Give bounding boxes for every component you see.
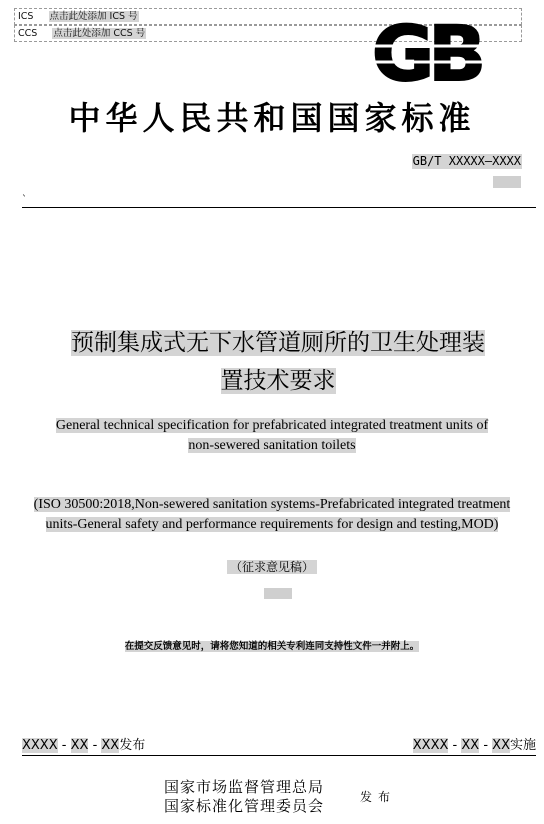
issuers-issue-word: 发布	[360, 790, 397, 804]
issuer-sac: 国家标准化管理委员会	[164, 797, 325, 815]
impl-suffix: 实施	[509, 738, 536, 753]
issue-suffix: 发布	[119, 738, 146, 753]
iso-reference-line2: units-General safety and performance requirements for design and testing,MOD)	[45, 517, 499, 532]
issue-year[interactable]: XXXX	[22, 738, 58, 753]
iso-reference	[10, 495, 534, 535]
chinese-title	[20, 324, 536, 400]
draft-completion-placeholder[interactable]	[264, 588, 292, 599]
issue-month[interactable]: XX	[70, 738, 89, 753]
patent-notice-text: 在提交反馈意见时，请将您知道的相关专利连同支持性文件一并附上。	[124, 641, 420, 652]
iso-reference-line1: (ISO 30500:2018,Non-sewered sanitation systems-Prefabricated integrated treatment	[33, 497, 511, 512]
footer-rule	[22, 755, 536, 756]
gb-logo-text: GB	[371, 12, 481, 90]
date-separator: -	[483, 738, 489, 753]
impl-month[interactable]: XX	[461, 738, 480, 753]
chinese-title-line1: 预制集成式无下水管道厕所的卫生处理装	[71, 330, 485, 356]
english-title-line2: non-sewered sanitation toilets	[188, 438, 356, 453]
standard-category-title: 中华人民共和国国家标准	[68, 99, 476, 137]
header-rule	[22, 207, 536, 208]
issuer-samr: 国家市场监督管理总局	[164, 778, 325, 796]
ccs-label: CCS	[18, 28, 38, 39]
impl-day[interactable]: XX	[492, 738, 510, 753]
ics-label: ICS	[18, 11, 34, 22]
chinese-title-line2: 置技术要求	[220, 368, 336, 394]
issue-day[interactable]: XX	[101, 738, 120, 753]
english-title	[10, 416, 534, 456]
issue-date	[22, 738, 145, 754]
ics-hint[interactable]: 点击此处添加 ICS 号	[49, 11, 138, 22]
rule-tick-mark: ˋ	[22, 195, 27, 206]
english-title-line1: General technical specification for prefabricated integrated treatment units of	[55, 418, 489, 433]
draft-label-text: （征求意见稿）	[227, 560, 317, 574]
gb-logo	[362, 12, 490, 90]
implementation-date	[413, 738, 536, 754]
date-separator: -	[92, 738, 98, 753]
impl-year[interactable]: XXXX	[412, 738, 449, 753]
date-separator: -	[61, 738, 67, 753]
ccs-hint[interactable]: 点击此处添加 CCS 号	[53, 28, 146, 39]
patent-notice	[0, 638, 544, 652]
standard-number[interactable]: GB/T XXXXX—XXXX	[412, 154, 521, 168]
date-separator: -	[452, 738, 458, 753]
replace-number-placeholder[interactable]	[493, 176, 521, 188]
draft-label	[0, 558, 544, 575]
